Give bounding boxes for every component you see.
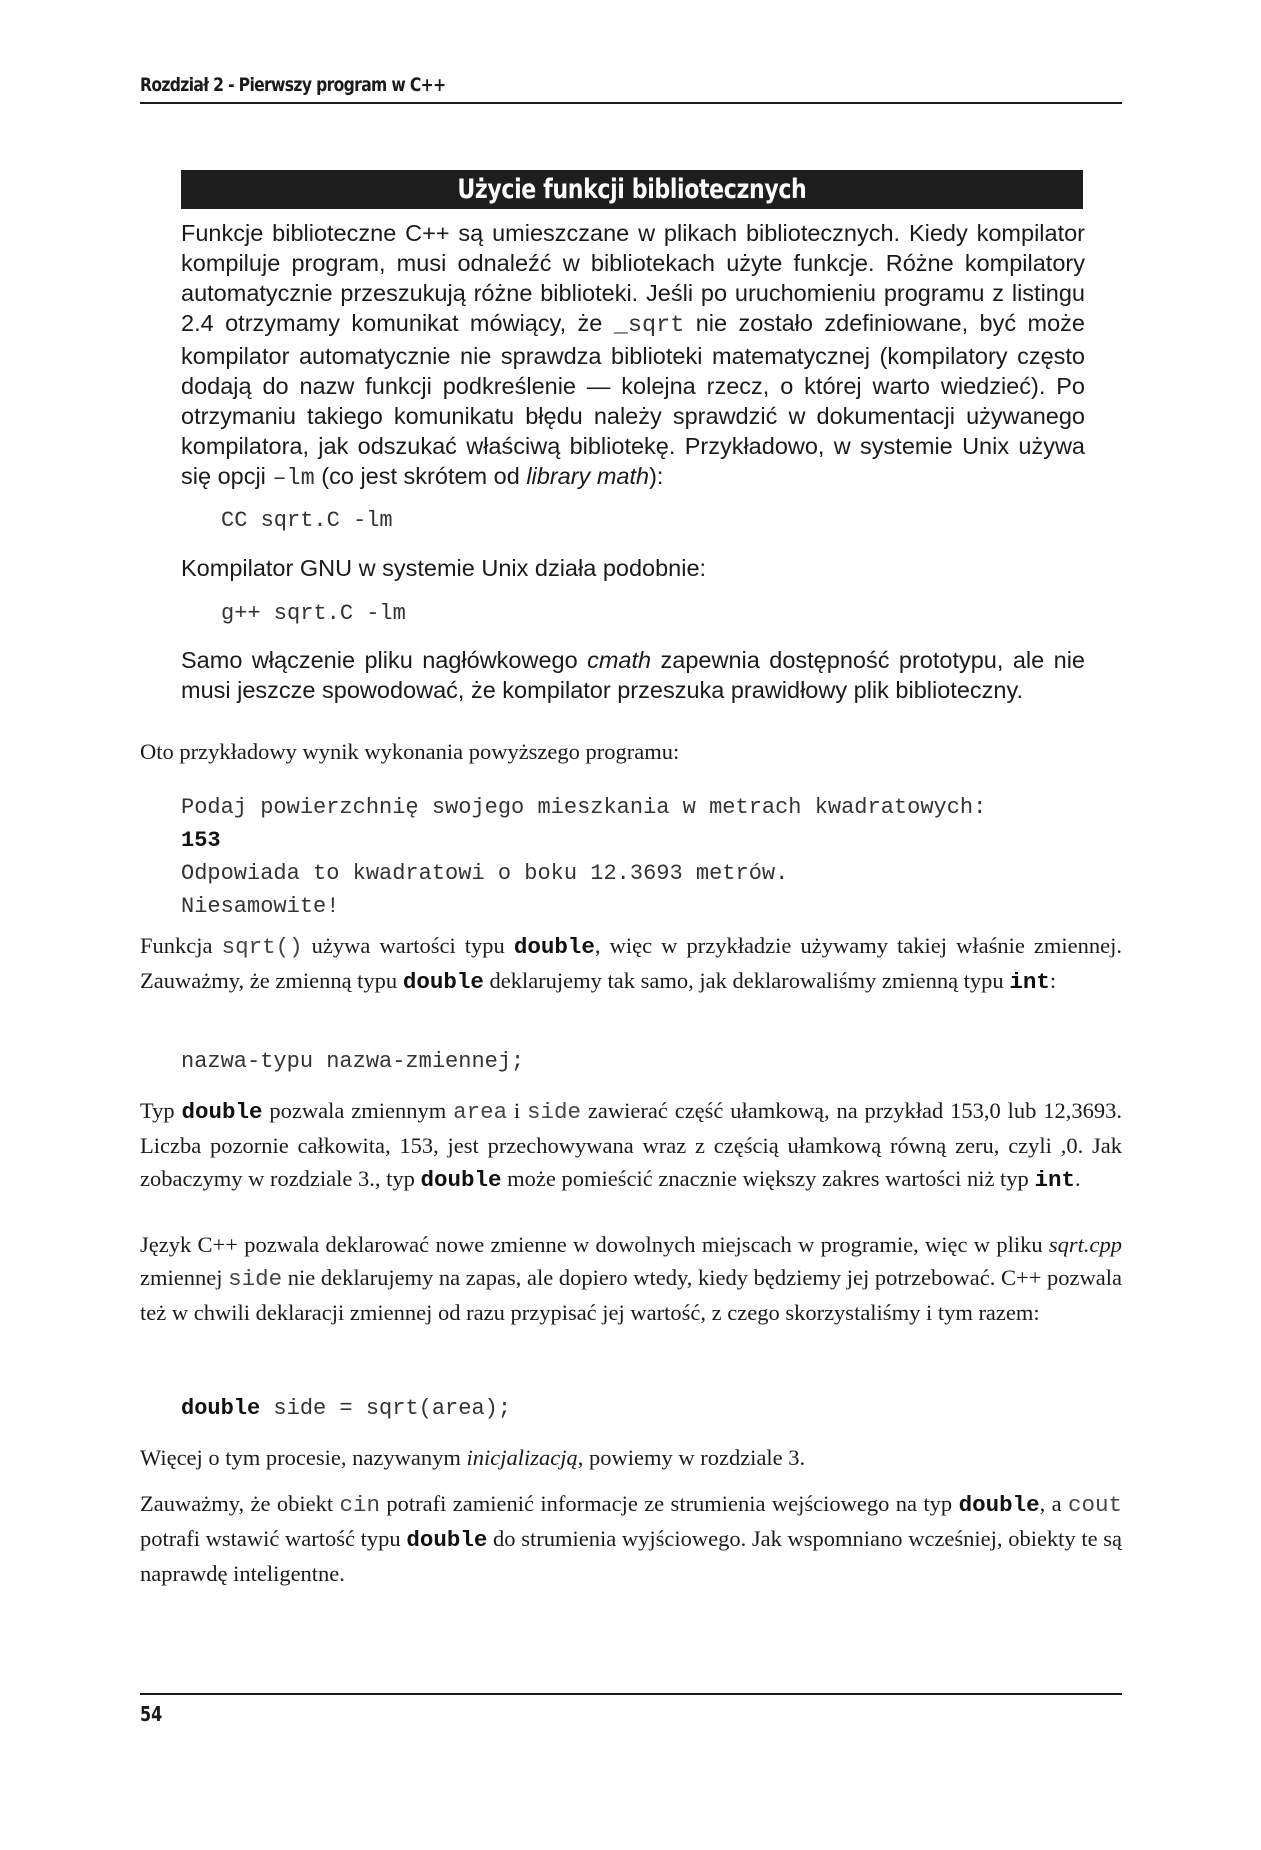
keyword-int: int (1034, 1167, 1075, 1193)
text-run: deklarujemy tak samo, jak deklarowaliśmy zmienną typu (483, 968, 1010, 993)
italic-filename: sqrt.cpp (1048, 1232, 1122, 1257)
text-run: zawierać część ułamkową, na przykład 153,0 lub 12,3693. Liczba pozornie całkowita, 153, jest przechowywana wraz z częścią ułamkową równą zeru, czyli ,0. Jak zobaczymy w rozdziale 3., typ (140, 1098, 1122, 1191)
text-run: i (507, 1098, 528, 1123)
keyword-double: double (958, 1492, 1040, 1518)
inline-code-sqrt-call: sqrt() (221, 934, 303, 960)
body-paragraph-2 (140, 929, 1122, 999)
text-run: Funkcja (140, 933, 222, 958)
text-run: , więc w przykładzie używamy takiej właśnie zmiennej. Zauważmy, że zmienną typu (140, 933, 1122, 993)
text-run: potrafi zamienić informacje ze strumienia wejściowego na typ (380, 1491, 959, 1516)
sidebar-paragraph-3 (181, 645, 1085, 705)
text-run: do strumienia wyjściowego. Jak wspomniano wcześniej, obiekty te są naprawdę inteligentne. (140, 1526, 1122, 1586)
text-run: pozwala zmiennym (262, 1098, 454, 1123)
text-run: zmiennej (140, 1265, 229, 1290)
program-output (181, 791, 986, 923)
output-input-value: 153 (181, 828, 221, 853)
running-head: Rozdział 2 - Pierwszy program w C++ (140, 74, 446, 96)
keyword-double: double (181, 1396, 261, 1421)
text-run: Samo włączenie pliku nagłówkowego (181, 647, 588, 673)
keyword-double: double (402, 969, 484, 995)
sidebar-title-text: Użycie funkcji bibliotecznych (457, 174, 807, 205)
inline-code-area: area (453, 1099, 508, 1125)
italic-term: inicjalizacją (466, 1445, 578, 1470)
body-paragraph-5 (140, 1441, 1122, 1474)
code-cc-compile: CC sqrt.C -lm (221, 508, 393, 533)
text-run: , powiemy w rozdziale 3. (577, 1445, 806, 1470)
keyword-double: double (513, 934, 595, 960)
text-run: Więcej o tym procesie, nazywanym (140, 1445, 467, 1470)
page-number: 54 (140, 1702, 163, 1726)
footer-rule (140, 1693, 1122, 1695)
code-gpp-compile: g++ sqrt.C -lm (221, 601, 406, 626)
code-declaration-syntax: nazwa-typu nazwa-zmiennej; (181, 1049, 525, 1074)
text-run: . (1074, 1166, 1081, 1191)
output-line: Niesamowite! (181, 894, 340, 919)
text-run: Język C++ pozwala deklarować nowe zmienne w dowolnych miejscach w programie, więc w pliku (140, 1232, 1049, 1257)
sidebar-paragraph-2: Kompilator GNU w systemie Unix działa podobnie: (181, 555, 707, 581)
body-paragraph-6 (140, 1487, 1122, 1590)
text-run: nie deklarujemy na zapas, ale dopiero wtedy, kiedy będziemy jej potrzebować. C++ pozwala też w chwili deklaracji zmiennej od razu przypisać jej wartość, z czego skorzystaliśmy i tym razem: (140, 1265, 1122, 1325)
keyword-int: int (1009, 969, 1050, 995)
code-rest: side = sqrt(area); (260, 1396, 512, 1421)
text-run: Zauważmy, że obiekt (140, 1491, 340, 1516)
text-run: może pomieścić znacznie większy zakres wartości niż typ (501, 1166, 1035, 1191)
text-run: nie zostało zdefiniowane, być może kompilator automatycznie nie sprawdza biblioteki matematycznej (kompilatory często dodają do nazw funkcji podkreślenie — kolejna rzecz, o której warto wiedzieć). Po otrzymaniu takiego komunikatu błędu należy sprawdzić w dokumentacji używanego kompilatora, jak odszukać właściwą bibliotekę. Przykładowo, w systemie Unix używa się opcji (181, 310, 1085, 489)
text-run: , a (1039, 1491, 1068, 1516)
header-rule (140, 102, 1122, 104)
inline-code-side: side (527, 1099, 582, 1125)
code-initialization (181, 1396, 511, 1421)
keyword-double: double (420, 1167, 502, 1193)
italic-term: library math (526, 463, 650, 489)
text-run: potrafi wstawić wartość typu (140, 1526, 407, 1551)
keyword-double: double (181, 1099, 263, 1125)
inline-code-sqrt: _sqrt (613, 312, 685, 339)
body-paragraph-4 (140, 1228, 1122, 1329)
text-run: Funkcje biblioteczne C++ są umieszczane w plikach bibliotecznych. Kiedy kompilator kompiluje program, musi odnaleźć w bibliotekach użyte funkcje. Różne kompilatory automatycznie przeszukują różne biblioteki. Jeśli po uruchomieniu programu z listingu 2.4 otrzymamy komunikat mówiący, że (181, 220, 1085, 336)
keyword-double: double (406, 1527, 488, 1553)
inline-code-cin: cin (339, 1492, 381, 1518)
body-paragraph-1: Oto przykładowy wynik wykonania powyższego programu: (140, 739, 680, 764)
italic-term: cmath (587, 647, 652, 673)
inline-code-lm: –lm (272, 465, 315, 492)
text-run: (co jest skrótem od (314, 463, 527, 489)
output-line: Odpowiada to kwadratowi o boku 12.3693 metrów. (181, 861, 789, 886)
text-run: używa wartości typu (302, 933, 514, 958)
inline-code-cout: cout (1067, 1492, 1122, 1518)
sidebar-paragraph-1 (181, 218, 1085, 494)
text-run: : (1049, 968, 1057, 993)
sidebar-title (181, 170, 1083, 209)
inline-code-side: side (228, 1266, 283, 1292)
text-run: zapewnia dostępność prototypu, ale nie musi jeszcze spowodować, że kompilator przeszuka prawidłowy plik biblioteczny. (181, 647, 1085, 703)
text-run: Typ (140, 1098, 182, 1123)
body-paragraph-3 (140, 1094, 1122, 1197)
output-line: Podaj powierzchnię swojego mieszkania w metrach kwadratowych: (181, 795, 987, 820)
text-run: ): (649, 463, 664, 489)
